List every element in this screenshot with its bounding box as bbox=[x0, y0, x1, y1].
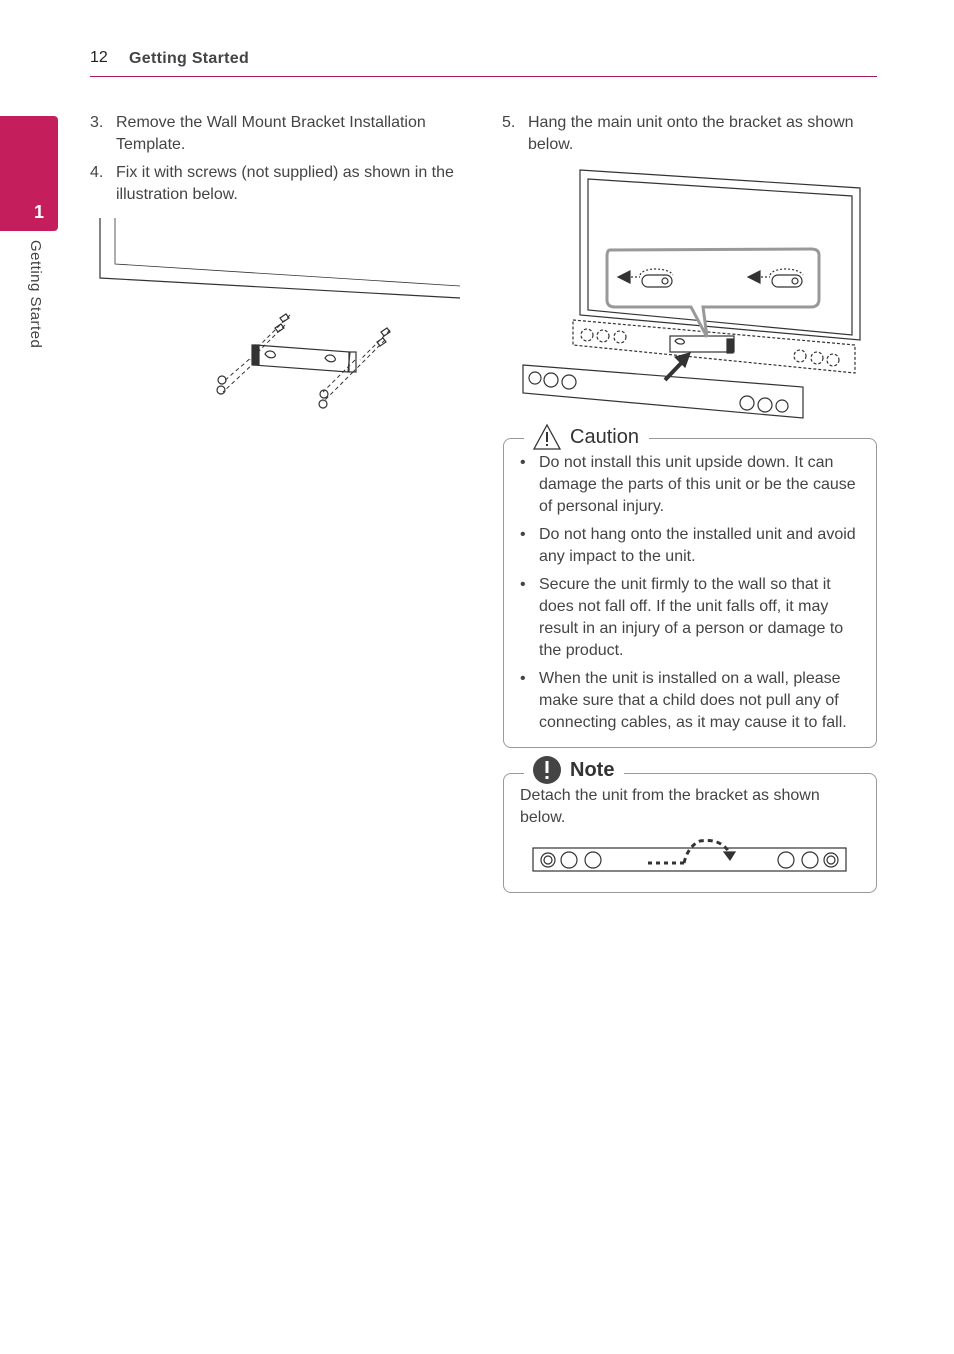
step-5 bbox=[502, 112, 877, 156]
caution-header bbox=[524, 422, 649, 452]
note-header bbox=[524, 754, 624, 786]
caution-title: Caution bbox=[570, 425, 639, 448]
caution-item-text: Secure the unit firmly to the wall so that it does not fall off. If the unit falls off, it may result in an injury of a person or damage to the product. bbox=[539, 576, 844, 659]
step-4 bbox=[90, 162, 470, 206]
chapter-label: Getting Started bbox=[27, 240, 44, 349]
caution-box: Caution • Do not install this unit upside down. It can damage the parts of this unit or be the cause of personal injury. • Do not hang onto the installed unit and avoid any impact to the unit. • Secure the unit firmly to the wall so that it does not fall off. If the unit falls off, it may result in an injury of a person or damage to the product. • When the unit is installed on a wall, please make sure that a child does not pull any of connecting cables, as it may cause it to fall. bbox=[503, 438, 877, 748]
detach-unit-illustration bbox=[532, 836, 848, 876]
page-number: 12 bbox=[90, 49, 108, 66]
bracket-screws-illustration bbox=[95, 210, 465, 410]
caution-item-text: Do not install this unit upside down. It can damage the parts of this unit or be the cause of personal injury. bbox=[539, 454, 856, 515]
caution-item-text: When the unit is installed on a wall, please make sure that a child does not pull any of connecting cables, as it may cause it to fall. bbox=[539, 670, 847, 731]
hang-unit-illustration bbox=[515, 165, 865, 425]
caution-item-text: Do not hang onto the installed unit and avoid any impact to the unit. bbox=[539, 526, 856, 565]
step-text: Fix it with screws (not supplied) as shown in the illustration below. bbox=[116, 164, 454, 203]
step-number: 3. bbox=[90, 114, 104, 131]
note-text: Detach the unit from the bracket as shown below. bbox=[520, 787, 820, 826]
step-3 bbox=[90, 112, 470, 156]
warning-triangle-icon bbox=[532, 423, 562, 451]
page-header bbox=[90, 48, 877, 77]
step-number: 5. bbox=[502, 114, 516, 131]
step-number: 4. bbox=[90, 164, 104, 181]
note-box bbox=[503, 758, 877, 893]
section-title: Getting Started bbox=[129, 50, 250, 67]
note-title: Note bbox=[570, 758, 615, 781]
exclamation-circle-icon bbox=[532, 755, 562, 785]
step-text: Remove the Wall Mount Bracket Installation Template. bbox=[116, 114, 426, 153]
chapter-number: 1 bbox=[34, 202, 45, 222]
chapter-tab bbox=[0, 116, 58, 231]
step-text: Hang the main unit onto the bracket as shown below. bbox=[528, 114, 854, 153]
